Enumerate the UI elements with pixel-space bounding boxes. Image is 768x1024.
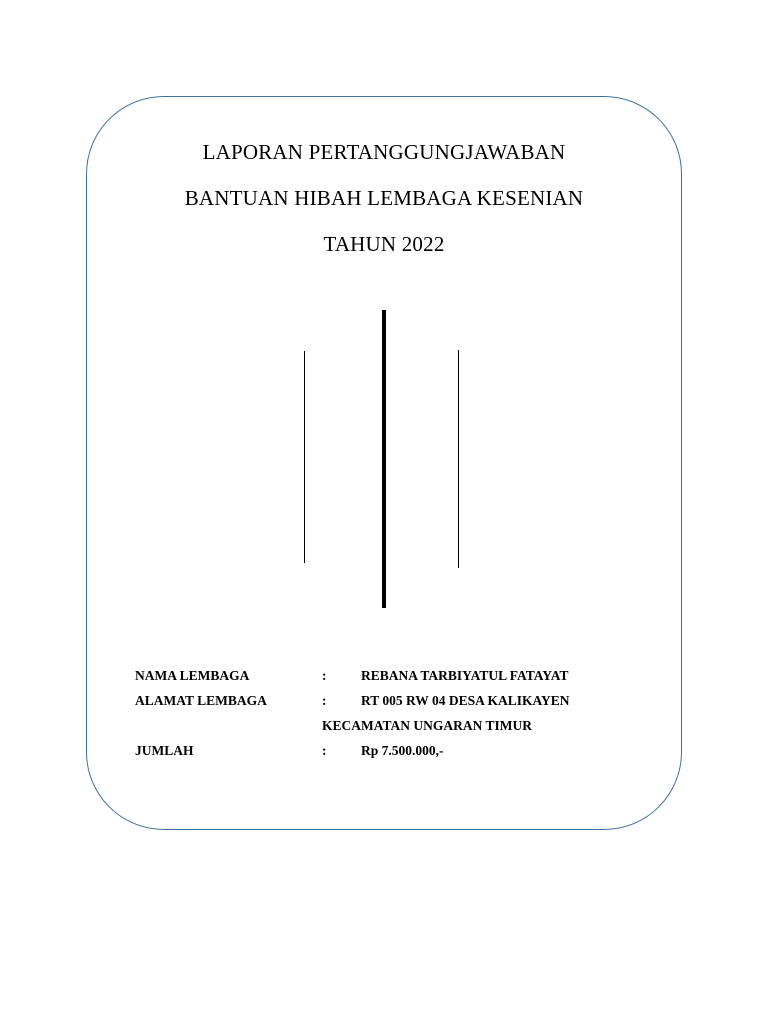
title-line-1: LAPORAN PERTANGGUNGJAWABAN xyxy=(202,140,566,164)
name-label: NAMA LEMBAGA xyxy=(135,668,250,683)
address-separator: : xyxy=(322,693,327,708)
address-value-line1: RT 005 RW 04 DESA KALIKAYEN xyxy=(361,693,570,708)
title-line-2: BANTUAN HIBAH LEMBAGA KESENIAN xyxy=(184,186,584,210)
title-line-3: TAHUN 2022 xyxy=(323,232,445,256)
decorative-line-right xyxy=(458,350,459,568)
name-value: REBANA TARBIYATUL FATAYAT xyxy=(361,668,569,683)
amount-label: JUMLAH xyxy=(135,743,194,758)
amount-value: Rp 7.500.000,- xyxy=(361,743,444,758)
name-separator: : xyxy=(322,668,327,683)
address-label: ALAMAT LEMBAGA xyxy=(135,693,267,708)
decorative-line-left xyxy=(304,351,305,563)
decorative-line-center xyxy=(382,310,386,608)
address-value-line2: KECAMATAN UNGARAN TIMUR xyxy=(322,718,532,733)
amount-separator: : xyxy=(322,743,327,758)
